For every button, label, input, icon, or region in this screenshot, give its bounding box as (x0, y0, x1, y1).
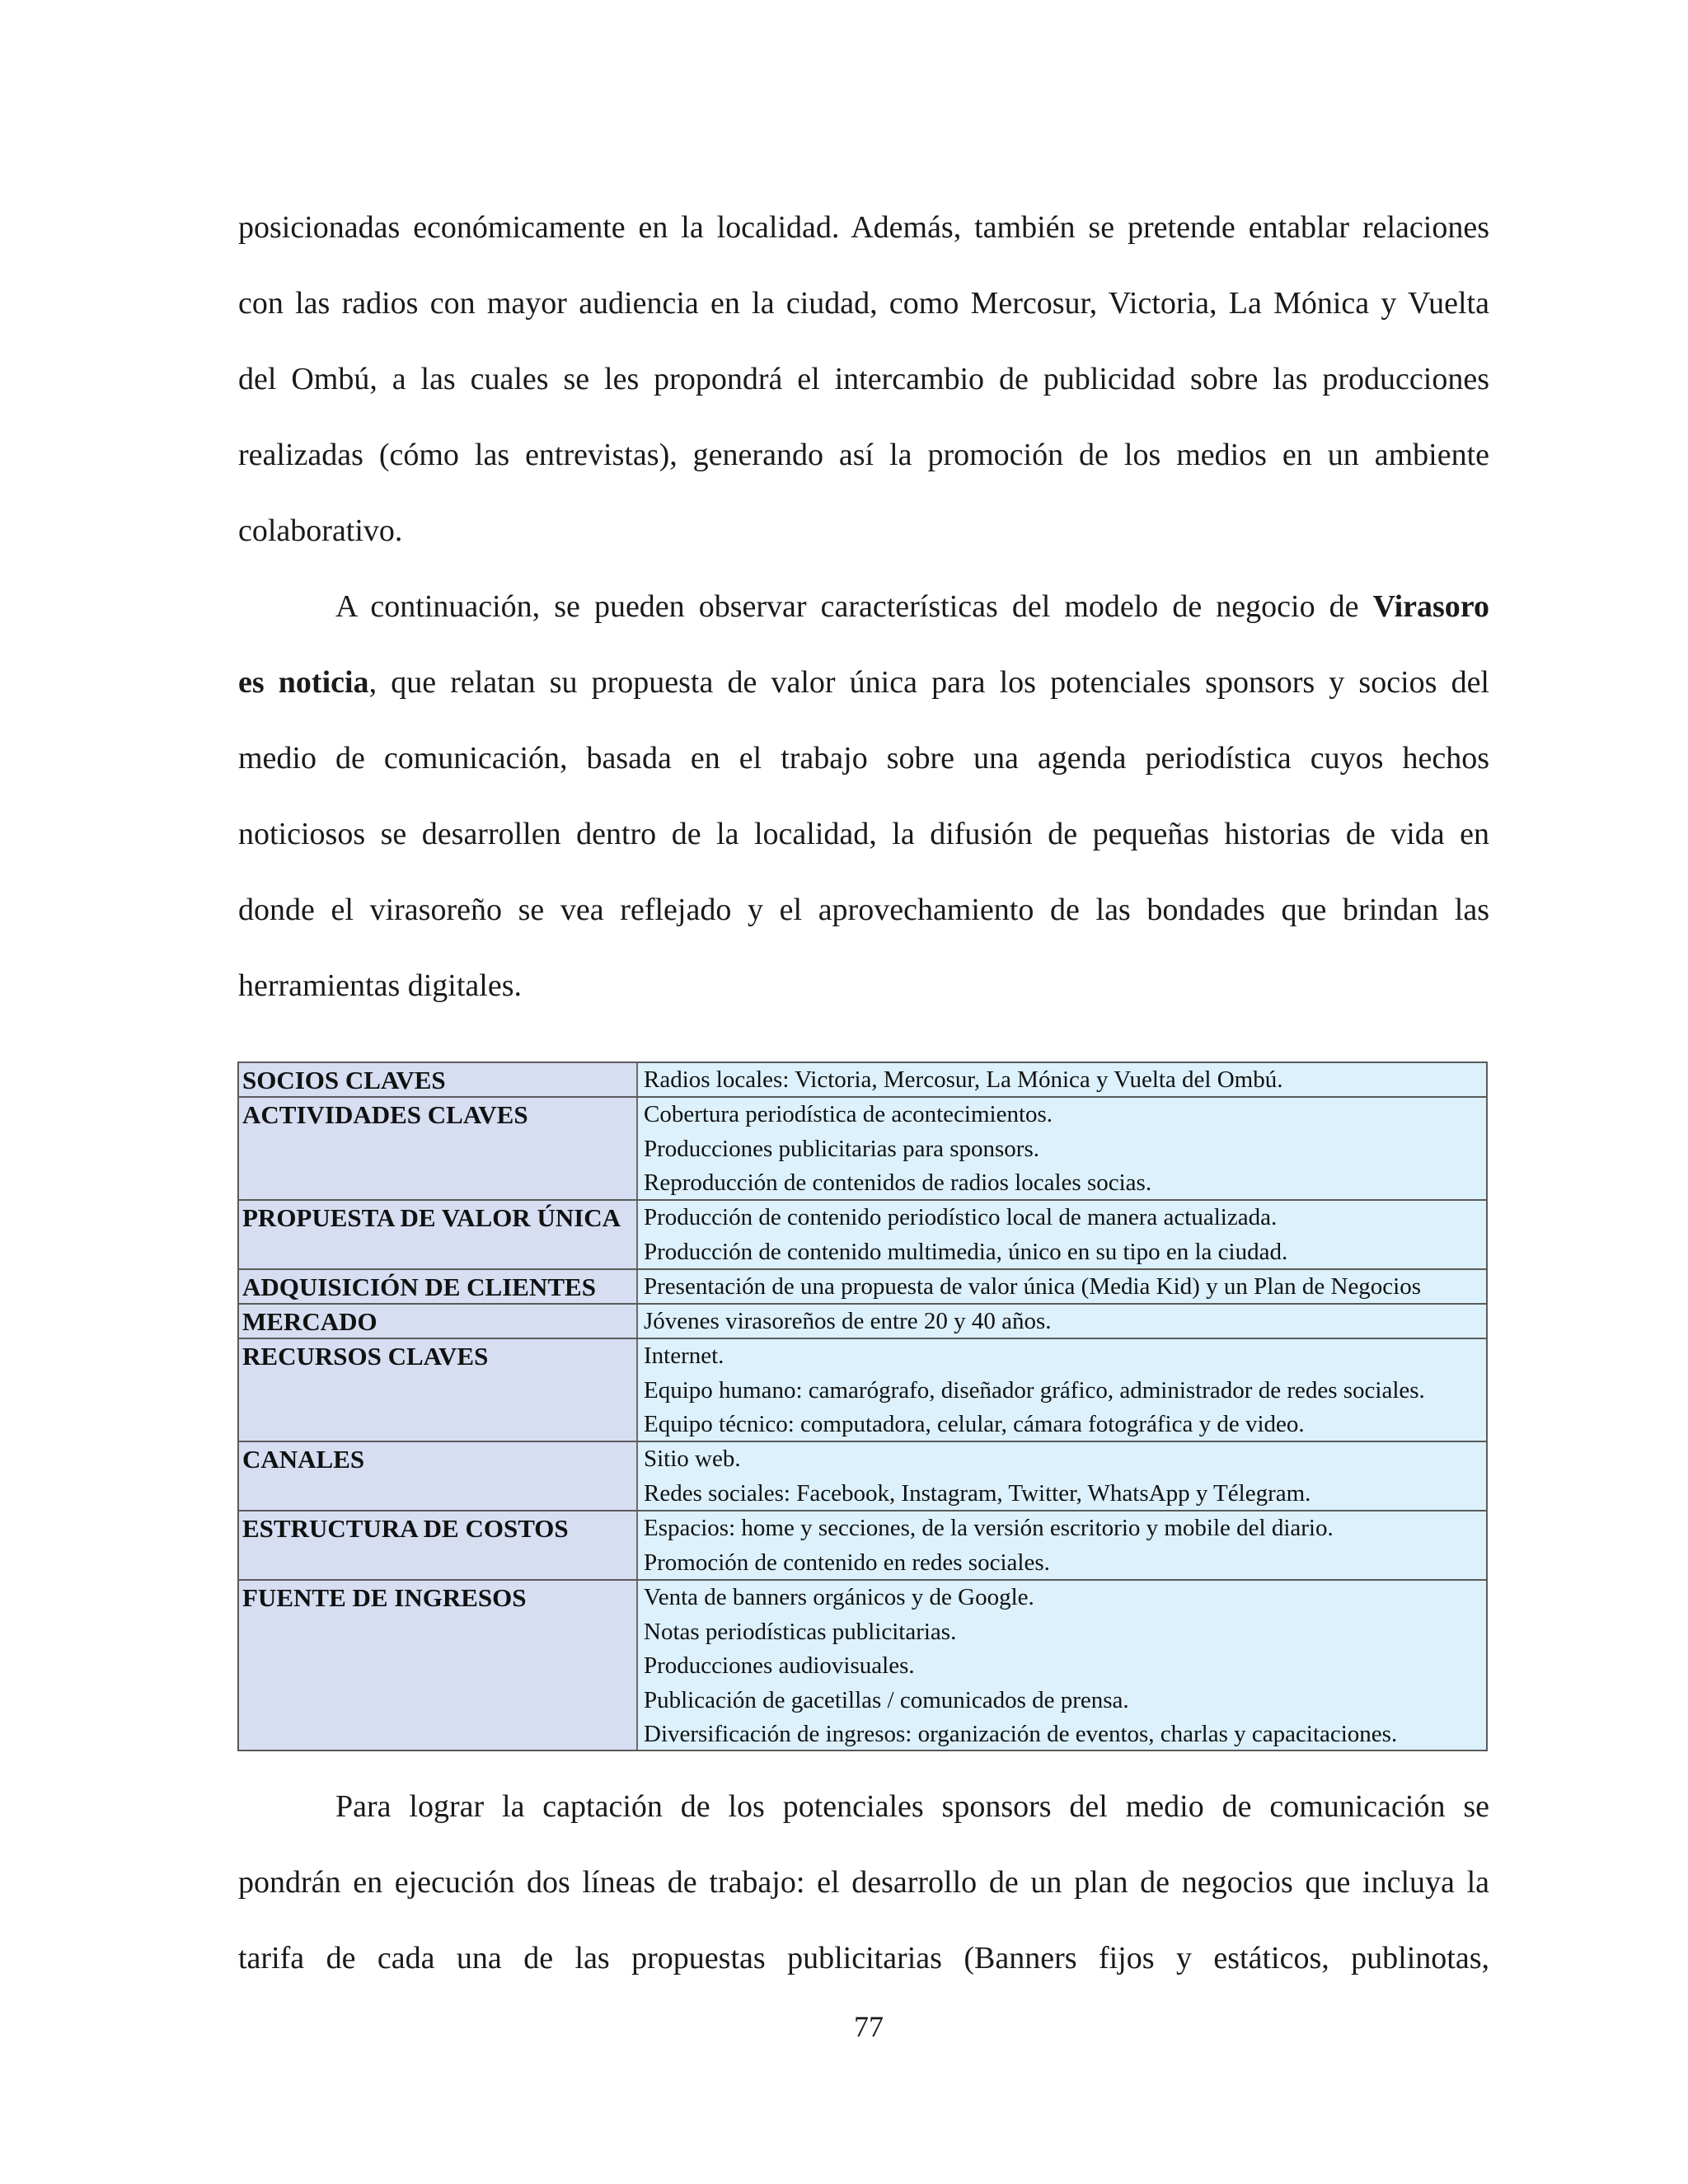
row-value: Equipo humano: camarógrafo, diseñador gráfico, administrador de redes sociales. (644, 1376, 1425, 1404)
row-label: FUENTE DE INGRESOS (239, 1581, 638, 1750)
text-line: del Ombú, a las cuales se les propondrá el intercambio de publicidad sobre las producciones (238, 362, 1489, 396)
text-line: posicionadas económicamente en la localidad. Además, también se pretende entablar relaciones (238, 210, 1489, 245)
text-line: medio de comunicación, basada en el trabajo sobre una agenda periodística cuyos hechos (238, 741, 1489, 776)
table-row (239, 1063, 1486, 1098)
text-line: colaborativo. (238, 513, 403, 548)
paragraph-1-end (238, 506, 1489, 555)
row-value: Producción de contenido multimedia, único en su tipo en la ciudad. (644, 1238, 1288, 1265)
row-value: Publicación de gacetillas / comunicados de prensa. (644, 1686, 1129, 1713)
business-model-table (237, 1062, 1488, 1751)
row-value: Producciones publicitarias para sponsors. (644, 1135, 1040, 1162)
table-row (239, 1442, 1486, 1511)
row-value: Redes sociales: Facebook, Instagram, Twitter, WhatsApp y Télegram. (644, 1479, 1311, 1507)
row-value: Cobertura periodística de acontecimientos. (644, 1101, 1053, 1127)
text-line (238, 582, 1489, 631)
row-values (638, 1305, 1486, 1338)
publication-name: Virasoro (1372, 589, 1489, 624)
text-line: tarifa de cada una de las propuestas publicitarias (Banners fijos y estáticos, publinotas, (238, 1941, 1489, 1975)
row-value: Reproducción de contenidos de radios locales socias. (644, 1169, 1152, 1196)
row-value: Producciones audiovisuales. (644, 1652, 915, 1679)
text-line: pondrán en ejecución dos líneas de trabajo: el desarrollo de un plan de negocios que incluya la (238, 1865, 1489, 1900)
table-row (239, 1305, 1486, 1339)
text-line: herramientas digitales. (238, 968, 522, 1003)
row-label: SOCIOS CLAVES (239, 1063, 638, 1096)
text-line: donde el virasoreño se vea reflejado y el aprovechamiento de las bondades que brindan las (238, 893, 1489, 927)
paragraph-3 (238, 1782, 1489, 1980)
row-values (638, 1201, 1486, 1268)
row-values (638, 1098, 1486, 1199)
row-values (638, 1581, 1486, 1750)
text-line: con las radios con mayor audiencia en la ciudad, como Mercosur, Victoria, La Mónica y Vuelta (238, 286, 1489, 321)
row-value: Sitio web. (644, 1446, 741, 1472)
table-row (239, 1581, 1486, 1750)
row-label: ACTIVIDADES CLAVES (239, 1098, 638, 1199)
table-row (239, 1270, 1486, 1305)
row-values (638, 1270, 1486, 1303)
text-line: Para lograr la captación de los potenciales sponsors del medio de comunicación se (335, 1789, 1489, 1824)
row-values (638, 1063, 1486, 1096)
row-values (638, 1442, 1486, 1510)
row-label: CANALES (239, 1442, 638, 1510)
row-value: Jóvenes virasoreños de entre 20 y 40 años. (644, 1308, 1052, 1334)
row-label: ADQUISICIÓN DE CLIENTES (239, 1270, 638, 1303)
row-value: Producción de contenido periodístico local de manera actualizada. (644, 1204, 1278, 1230)
row-label: MERCADO (239, 1305, 638, 1338)
row-value: Internet. (644, 1343, 724, 1369)
table-row (239, 1201, 1486, 1270)
row-label: ESTRUCTURA DE COSTOS (239, 1511, 638, 1579)
text-line (238, 658, 1489, 707)
table-row (239, 1339, 1486, 1442)
paragraph-2 (238, 582, 1489, 1003)
text-line: realizadas (cómo las entrevistas), generando así la promoción de los medios en un ambiente (238, 438, 1489, 472)
row-value: Notas periodísticas publicitarias. (644, 1618, 957, 1645)
row-value: Espacios: home y secciones, de la versión escritorio y mobile del diario. (644, 1515, 1334, 1541)
table-row (239, 1511, 1486, 1581)
row-value: Promoción de contenido en redes sociales. (644, 1549, 1050, 1576)
row-label: RECURSOS CLAVES (239, 1339, 638, 1441)
row-value: Diversificación de ingresos: organización de eventos, charlas y capacitaciones. (644, 1721, 1398, 1747)
text-run: A continuación, se pueden observar características del modelo de negocio de (335, 589, 1373, 624)
row-value: Radios locales: Victoria, Mercosur, La Mónica y Vuelta del Ombú. (644, 1066, 1283, 1093)
paragraph-1 (238, 203, 1489, 472)
row-value: Venta de banners orgánicos y de Google. (644, 1584, 1034, 1610)
text-run: , que relatan su propuesta de valor única para los potenciales sponsors y socios del (368, 665, 1489, 700)
row-values (638, 1339, 1486, 1441)
row-value: Presentación de una propuesta de valor única (Media Kid) y un Plan de Negocios (644, 1273, 1422, 1300)
page-number: 77 (854, 2010, 884, 2043)
row-values (638, 1511, 1486, 1579)
table-row (239, 1098, 1486, 1201)
text-line: noticiosos se desarrollen dentro de la localidad, la difusión de pequeñas historias de vida en (238, 817, 1489, 851)
row-label: PROPUESTA DE VALOR ÚNICA (239, 1201, 638, 1268)
row-value: Equipo técnico: computadora, celular, cámara fotográfica y de video. (644, 1411, 1305, 1437)
publication-name: es noticia (238, 665, 369, 700)
